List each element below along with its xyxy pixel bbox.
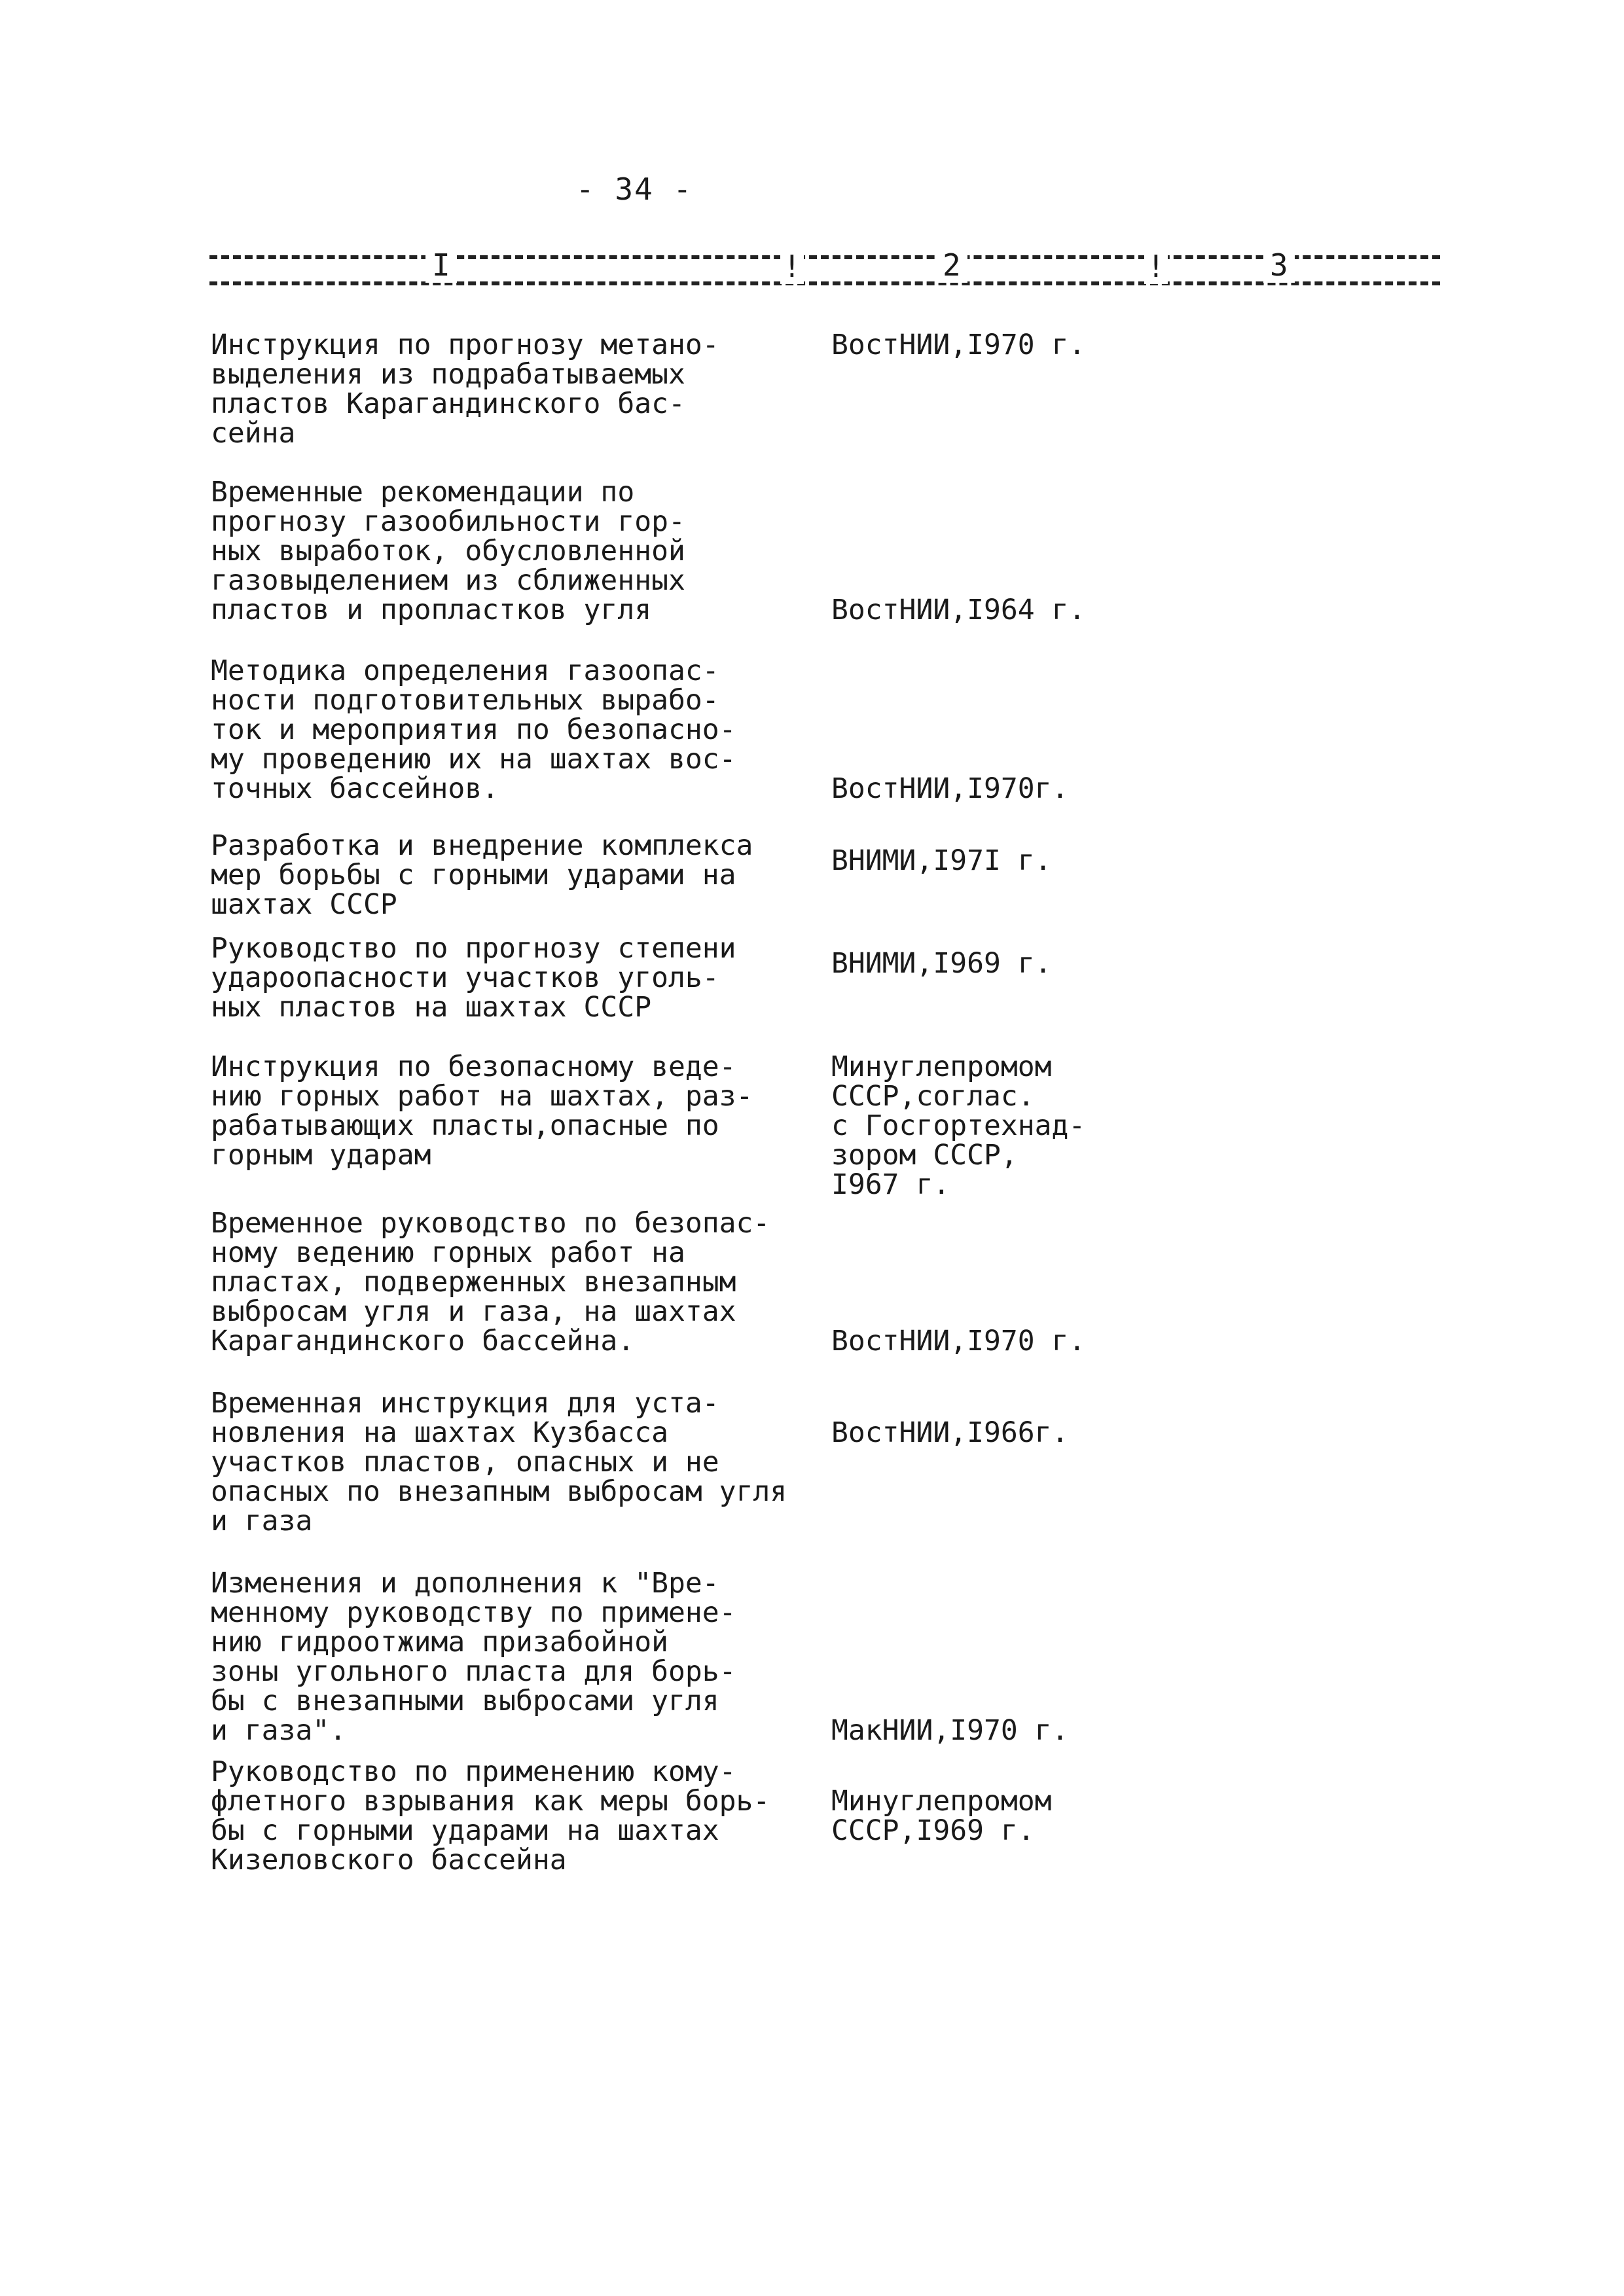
column-separator-1: !: [780, 249, 804, 284]
reference-source: ВостНИИ,I964 г.: [831, 594, 1086, 626]
reference-title: Разработка и внедрение комплекса мер борьбы с горными ударами на шахтах СССР: [211, 829, 753, 921]
header-dash-rule-top: [209, 255, 1440, 259]
reference-title: Изменения и дополнения к "Вре- менному руководству по примене- нию гидроотжима призабойной зоны угольного пласта для борь- бы с внезапными выбросами угля и газа".: [211, 1567, 736, 1747]
reference-source: ВостНИИ,I970г.: [831, 772, 1069, 805]
reference-source: Минуглепромом СССР,I969 г.: [831, 1785, 1052, 1847]
reference-title: Инструкция по безопасному веде- нию горных работ на шахтах, раз- рабатывающих пласты,опасные по горным ударам: [211, 1050, 753, 1172]
reference-source: ВНИМИ,I97I г.: [831, 844, 1052, 877]
reference-title: Временное руководство по безопас- ному ведению горных работ на пластах, подверженных внезапным выбросам угля и газа, на шахтах Карагандинского бассейна.: [211, 1207, 770, 1357]
reference-title: Временные рекомендации по прогнозу газообильности гор- ных выработок, обусловленной газовыделением из сближенных пластов и пропластков угля: [211, 476, 685, 626]
reference-title: Руководство по прогнозу степени удароопасности участков уголь- ных пластов на шахтах СССР: [211, 932, 736, 1024]
reference-source: ВостНИИ,I966г.: [831, 1416, 1069, 1449]
column-1-header: I: [425, 247, 457, 283]
reference-source: Минуглепромом СССР,соглас. с Госгортехнад- зором СССР, I967 г.: [831, 1050, 1086, 1201]
column-separator-2: !: [1144, 249, 1168, 284]
reference-source: МакНИИ,I970 г.: [831, 1714, 1069, 1747]
page-number: - 34 -: [576, 171, 693, 207]
reference-title: Инструкция по прогнозу метано- выделения из подрабатываемых пластов Карагандинского бас- сейна: [211, 329, 719, 450]
reference-title: Временная инструкция для уста- новления на шахтах Кузбасса участков пластов, опасных и не опасных по внезапным выбросам угля и газа: [211, 1387, 787, 1537]
reference-title: Руководство по применению кому- флетного взрывания как меры борь- бы с горными ударами на шахтах Кизеловского бассейна: [211, 1755, 770, 1876]
column-2-header: 2: [936, 247, 967, 283]
reference-title: Методика определения газоопас- ности подготовительных вырабо- ток и мероприятия по безопасно- му проведению их на шахтах вос- точных бассейнов.: [211, 655, 736, 805]
column-3-header: 3: [1263, 247, 1295, 283]
reference-source: ВостНИИ,I970 г.: [831, 329, 1086, 361]
header-dash-rule-bottom: [209, 281, 1440, 285]
reference-source: ВостНИИ,I970 г.: [831, 1325, 1086, 1357]
reference-source: ВНИМИ,I969 г.: [831, 947, 1052, 980]
